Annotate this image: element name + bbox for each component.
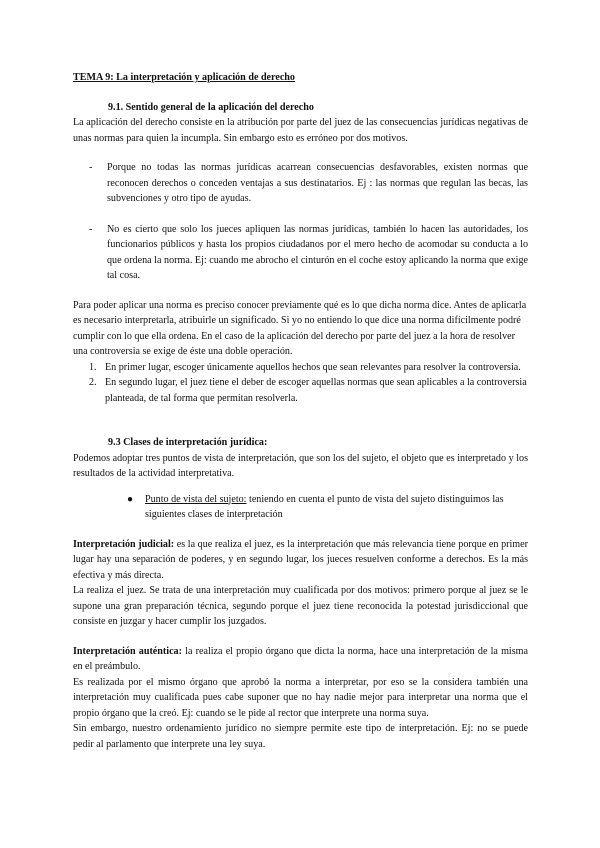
bullet-marker: ● xyxy=(127,493,134,505)
judicial-paragraph xyxy=(73,537,528,584)
judicial-paragraph-2: La realiza el juez. Se trata de una interpretación muy cualificada por dos motivos: primero porque al juez se le supone una gran preparación técnica, segundo porque el juez tiene reconocida la potestad jurisdiccional que consiste en juzgar y hacer cumplir los juzgados. xyxy=(73,585,528,627)
numbered-item xyxy=(73,375,528,406)
autentica-paragraph-2: Es realizada por el mismo órgano que aprobó la norma a interpretar, por eso se la considera también una interpretación muy cualificada pues cabe suponer que no hay nadie mejor para interpretar una norma que el propio órgano que la creó. Ej: cuando se le pide al rector que interprete una norma suya. xyxy=(73,676,528,719)
autentica-label: Interpretación auténtica: xyxy=(73,645,182,657)
numbered-item xyxy=(73,360,528,376)
item-number: 1. xyxy=(89,361,97,373)
bullet-text xyxy=(145,492,528,523)
section-9-3-intro: Podemos adoptar tres puntos de vista de interpretación, que son los del sujeto, el objeto que es interpretado y los resultados de la actividad interpretativa. xyxy=(73,452,528,479)
autentica-paragraph-3: Sin embargo, nuestro ordenamiento jurídico no siempre permite este tipo de interpretación. Ej: no se puede pedir al parlamento que interprete una ley suya. xyxy=(73,723,528,750)
bullet-label: Punto de vista del sujeto: xyxy=(145,493,247,505)
autentica-paragraph xyxy=(73,644,528,675)
judicial-label: Interpretación judicial: xyxy=(73,538,175,550)
reason-text: No es cierto que solo los jueces apliquen las normas jurídicas, también lo hacen las autoridades, los funcionarios públicos y hasta los propios ciudadanos por el mero hecho de acomodar su conducta a lo que ordena la norma. Ej: cuando me abrocho el cinturón en el coche estoy aplicando la norma que exige tal cosa. xyxy=(107,223,528,281)
item-number: 2. xyxy=(89,377,97,388)
reason-text: Porque no todas las normas jurídicas acarrean consecuencias desfavorables, existen normas que reconocen derechos o conceden ventajas a sus destinatarios. Ej : las normas que regulan las becas, las subvenciones y otro tipo de ayudas. xyxy=(107,162,528,204)
bullet-body: teniendo en cuenta el punto de vista del sujeto distinguimos las siguientes clases de interpretación xyxy=(145,493,504,520)
reason-item xyxy=(73,160,528,207)
dash-marker: - xyxy=(89,223,93,235)
document-title: TEMA 9: La interpretación y aplicación de derecho xyxy=(73,72,295,83)
autentica-text: la realiza el propio órgano que dicta la norma, hace una interpretación de la misma en el preámbulo. xyxy=(73,645,528,672)
section-9-1-paragraph: Para poder aplicar una norma es preciso conocer previamente qué es lo que dicha norma dice. Antes de aplicarla es necesario interpretarla, atribuirle un significado. Si yo no entiendo lo que dice una norma difícilmente podré cumplir con lo que ella ordena. En el caso de la aplicación del derecho por parte del juez a la hora de resolver una controversia se exige de éste una doble operación. xyxy=(73,299,527,357)
section-heading-9-3: 9.3 Clases de interpretación jurídica: xyxy=(108,437,268,448)
bullet-item xyxy=(127,492,528,523)
reason-item xyxy=(73,222,528,284)
judicial-text: es la que realiza el juez, es la interpretación que más relevancia tiene porque en primer lugar hay una separación de poderes, y en segundo lugar, los jueces resuelven conforme a derechos. Es la más efectiva y más directa. xyxy=(73,538,528,581)
section-9-1-intro: La aplicación del derecho consiste en la atribución por parte del juez de las consecuencias jurídicas negativas de unas normas para quien la incumpla. Sin embargo esto es erróneo por dos motivos. xyxy=(73,117,528,144)
document-page xyxy=(73,70,528,752)
item-text: En segundo lugar, el juez tiene el deber de escoger aquellas normas que sean aplicables a la controversia planteada, de tal forma que permitan resolverla. xyxy=(105,377,527,404)
dash-marker: - xyxy=(89,162,93,173)
item-text: En primer lugar, escoger únicamente aquellos hechos que sean relevantes para resolver la controversia. xyxy=(105,361,521,373)
section-heading-9-1: 9.1. Sentido general de la aplicación del derecho xyxy=(108,101,314,113)
